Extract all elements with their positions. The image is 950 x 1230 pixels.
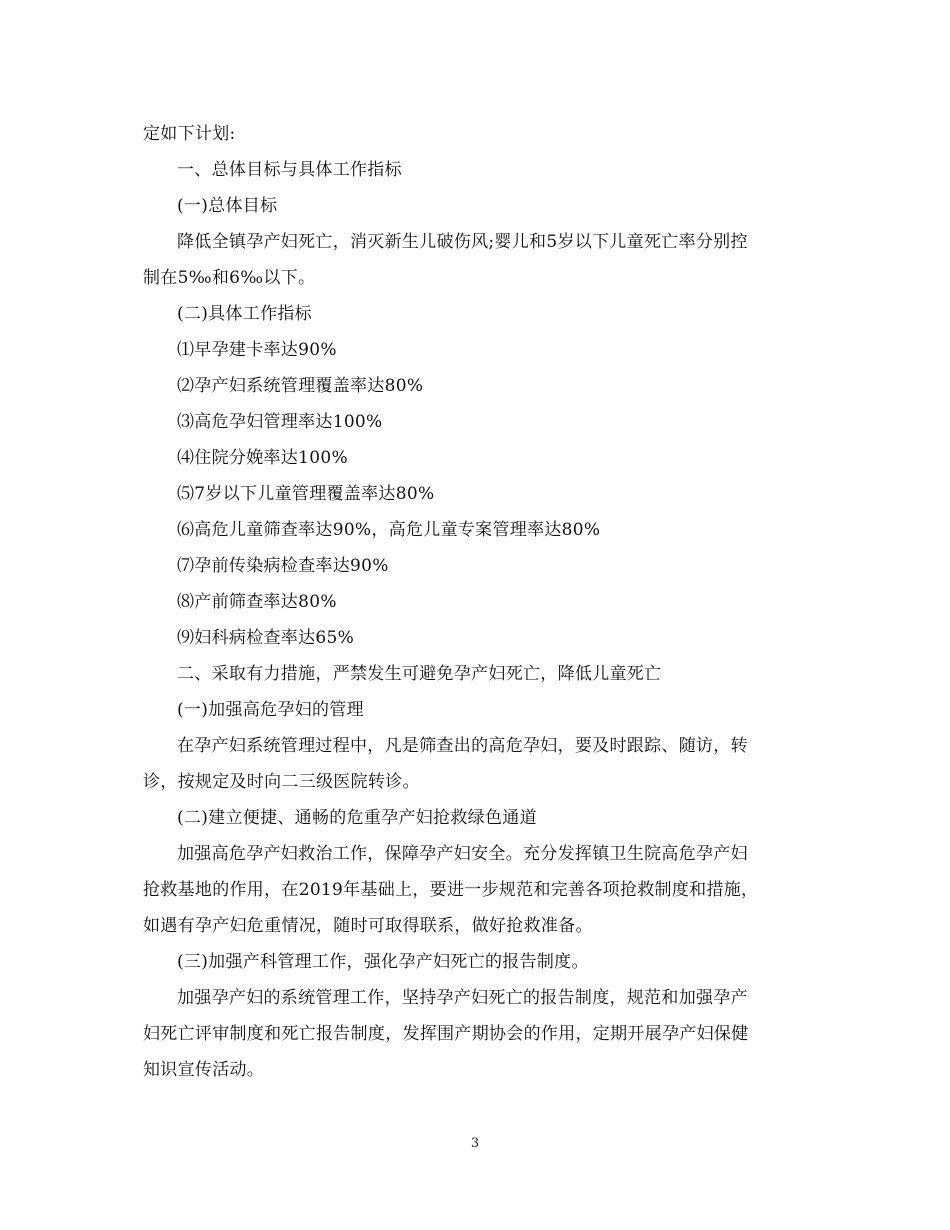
section-heading: 一、总体目标与具体工作指标 <box>177 160 402 180</box>
list-item: ⑼妇科病检查率达65% <box>177 628 355 648</box>
list-item: ⑻产前筛查率达80% <box>177 592 337 612</box>
subsection-heading: (二)具体工作指标 <box>177 304 312 324</box>
paragraph-line: 诊，按规定及时向二三级医院转诊。 <box>143 772 420 792</box>
page-number: 3 <box>470 1136 480 1151</box>
list-item: ⑶高危孕妇管理率达100% <box>177 412 383 432</box>
subsection-heading: (一)总体目标 <box>177 196 278 216</box>
list-item: ⑴早孕建卡率达90% <box>177 340 337 360</box>
subsection-heading: (二)建立便捷、通畅的危重孕产妇抢救绿色通道 <box>177 808 537 828</box>
paragraph-line: 加强孕产妇的系统管理工作，坚持孕产妇死亡的报告制度，规范和加强孕产 <box>177 988 748 1008</box>
paragraph-line: 如遇有孕产妇危重情况，随时可取得联系，做好抢救准备。 <box>143 916 593 936</box>
paragraph-line: 知识宣传活动。 <box>143 1060 265 1080</box>
paragraph-line: 定如下计划: <box>143 124 236 144</box>
paragraph-line: 抢救基地的作用，在2019年基础上，要进一步规范和完善各项抢救制度和措施， <box>143 880 759 900</box>
paragraph-line: 降低全镇孕产妇死亡，消灭新生儿破伤风;婴儿和5岁以下儿童死亡率分别控 <box>177 232 748 252</box>
paragraph-line: 加强高危孕产妇救治工作，保障孕产妇安全。充分发挥镇卫生院高危孕产妇 <box>177 844 748 864</box>
paragraph-line: 制在5‰和6‰以下。 <box>143 268 316 288</box>
list-item: ⑸7岁以下儿童管理覆盖率达80% <box>177 484 435 504</box>
section-heading: 二、采取有力措施，严禁发生可避免孕产妇死亡，降低儿童死亡 <box>177 664 662 684</box>
subsection-heading: (一)加强高危孕妇的管理 <box>177 700 364 720</box>
paragraph-line: 在孕产妇系统管理过程中，凡是筛查出的高危孕妇，要及时跟踪、随访，转 <box>177 736 748 756</box>
list-item: ⑹高危儿童筛查率达90%，高危儿童专案管理率达80% <box>177 520 601 540</box>
list-item: ⑵孕产妇系统管理覆盖率达80% <box>177 376 424 396</box>
list-item: ⑺孕前传染病检查率达90% <box>177 556 389 576</box>
list-item: ⑷住院分娩率达100% <box>177 448 348 468</box>
document-body <box>143 116 813 1088</box>
paragraph-line: 妇死亡评审制度和死亡报告制度，发挥围产期协会的作用，定期开展孕产妇保健 <box>143 1024 749 1044</box>
subsection-heading: (三)加强产科管理工作，强化孕产妇死亡的报告制度。 <box>177 952 589 972</box>
